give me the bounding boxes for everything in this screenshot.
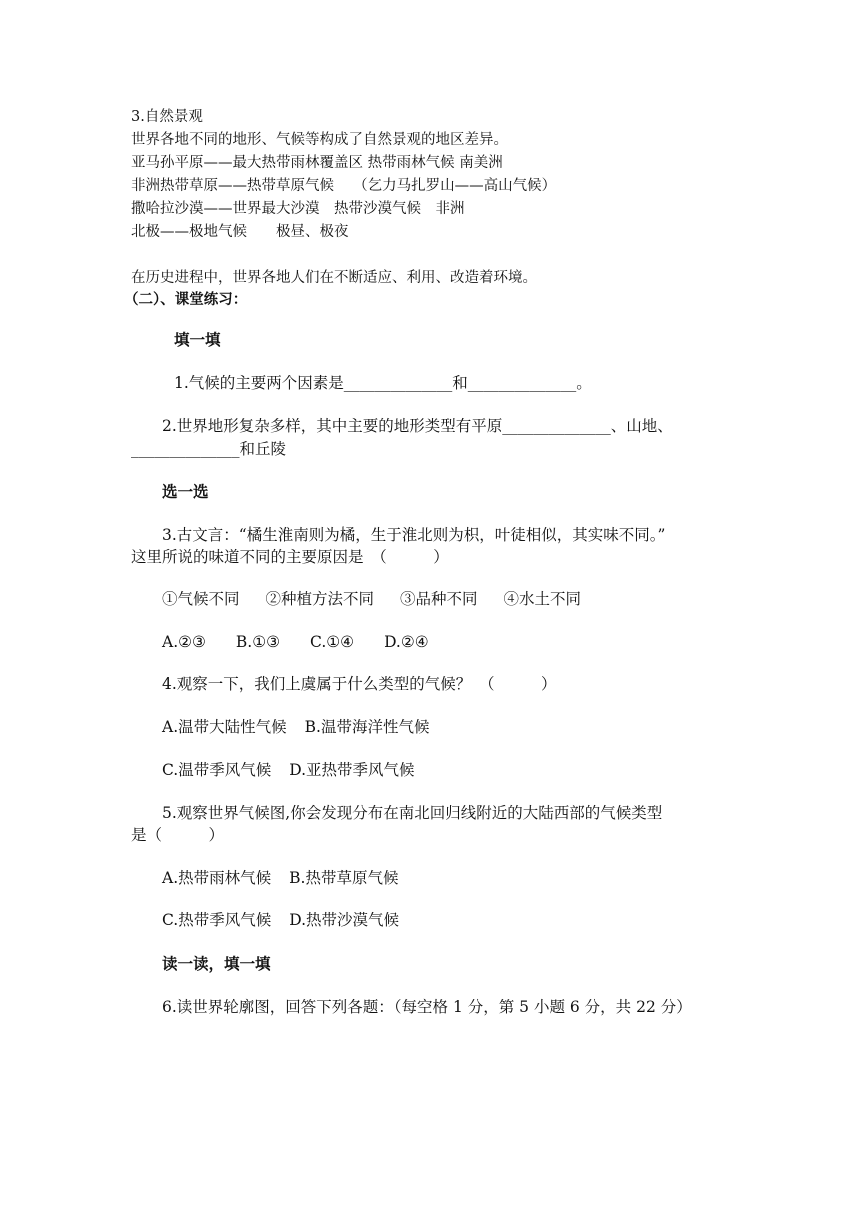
q4-option: A.温带大陆性气候 bbox=[162, 718, 287, 736]
question-3-options bbox=[162, 631, 429, 653]
read-heading: 读一读，填一填 bbox=[162, 954, 271, 973]
question-2-continued: ______________和丘陵 bbox=[131, 440, 287, 458]
question-3: 3.古文言：“橘生淮南则为橘，生于淮北则为枳，叶徒相似，其实味不同。” bbox=[162, 526, 666, 544]
question-5-options bbox=[162, 909, 399, 931]
q5-option: A.热带雨林气候 bbox=[162, 869, 272, 887]
q5-option: C.热带季风气候 bbox=[162, 911, 272, 929]
question-5-continued: 是（ ） bbox=[131, 826, 225, 844]
section-title: 3.自然景观 bbox=[131, 109, 203, 125]
q3-item: ②种植方法不同 bbox=[265, 590, 375, 608]
q3-item: ①气候不同 bbox=[162, 590, 240, 608]
q3-item: ④水土不同 bbox=[503, 590, 582, 608]
fill-heading: 填一填 bbox=[174, 330, 221, 349]
q3-option: A.②③ bbox=[162, 633, 206, 651]
question-4: 4.观察一下，我们上虞属于什么类型的气候？ （ ） bbox=[162, 675, 557, 693]
landscape-item: 非洲热带草原——热带草原气候 （乞力马扎罗山——高山气候） bbox=[131, 178, 557, 194]
choose-heading: 选一选 bbox=[162, 482, 209, 501]
question-5: 5.观察世界气候图,你会发现分布在南北回归线附近的大陆西部的气候类型 bbox=[162, 804, 663, 822]
q3-option: C.①④ bbox=[310, 633, 355, 651]
question-1: 1.气候的主要两个因素是______________和______________。 bbox=[174, 374, 592, 392]
q3-option: B.①③ bbox=[235, 633, 281, 651]
question-5-options bbox=[162, 867, 398, 889]
question-3-continued: 这里所说的味道不同的主要原因是 （ ） bbox=[131, 548, 449, 566]
q5-option: B.热带草原气候 bbox=[289, 869, 399, 887]
q5-option: D.热带沙漠气候 bbox=[289, 911, 400, 929]
question-6: 6.读世界轮廓图，回答下列各题：（每空格 1 分，第 5 小题 6 分，共 22 分） bbox=[162, 998, 692, 1016]
q3-option: D.②④ bbox=[384, 633, 429, 651]
q3-item: ③品种不同 bbox=[400, 590, 478, 608]
landscape-item: 亚马孙平原——最大热带雨林覆盖区 热带雨林气候 南美洲 bbox=[131, 155, 503, 171]
landscape-item: 北极——极地气候 极昼、极夜 bbox=[131, 224, 349, 240]
question-2: 2.世界地形复杂多样，其中主要的地形类型有平原______________、山地、 bbox=[162, 417, 673, 435]
landscape-item: 撒哈拉沙漠——世界最大沙漠 热带沙漠气候 非洲 bbox=[131, 201, 465, 217]
q4-option: B.温带海洋性气候 bbox=[304, 718, 430, 736]
q4-option: C.温带季风气候 bbox=[162, 761, 272, 779]
question-4-options bbox=[162, 759, 415, 781]
practice-heading: （二）、课堂练习： bbox=[124, 291, 248, 308]
intro-text: 世界各地不同的地形、气候等构成了自然景观的地区差异。 bbox=[131, 132, 508, 148]
question-3-items bbox=[162, 588, 581, 610]
history-note: 在历史进程中，世界各地人们在不断适应、利用、改造着环境。 bbox=[131, 270, 537, 286]
q4-option: D.亚热带季风气候 bbox=[289, 761, 415, 779]
question-4-options bbox=[162, 716, 429, 738]
